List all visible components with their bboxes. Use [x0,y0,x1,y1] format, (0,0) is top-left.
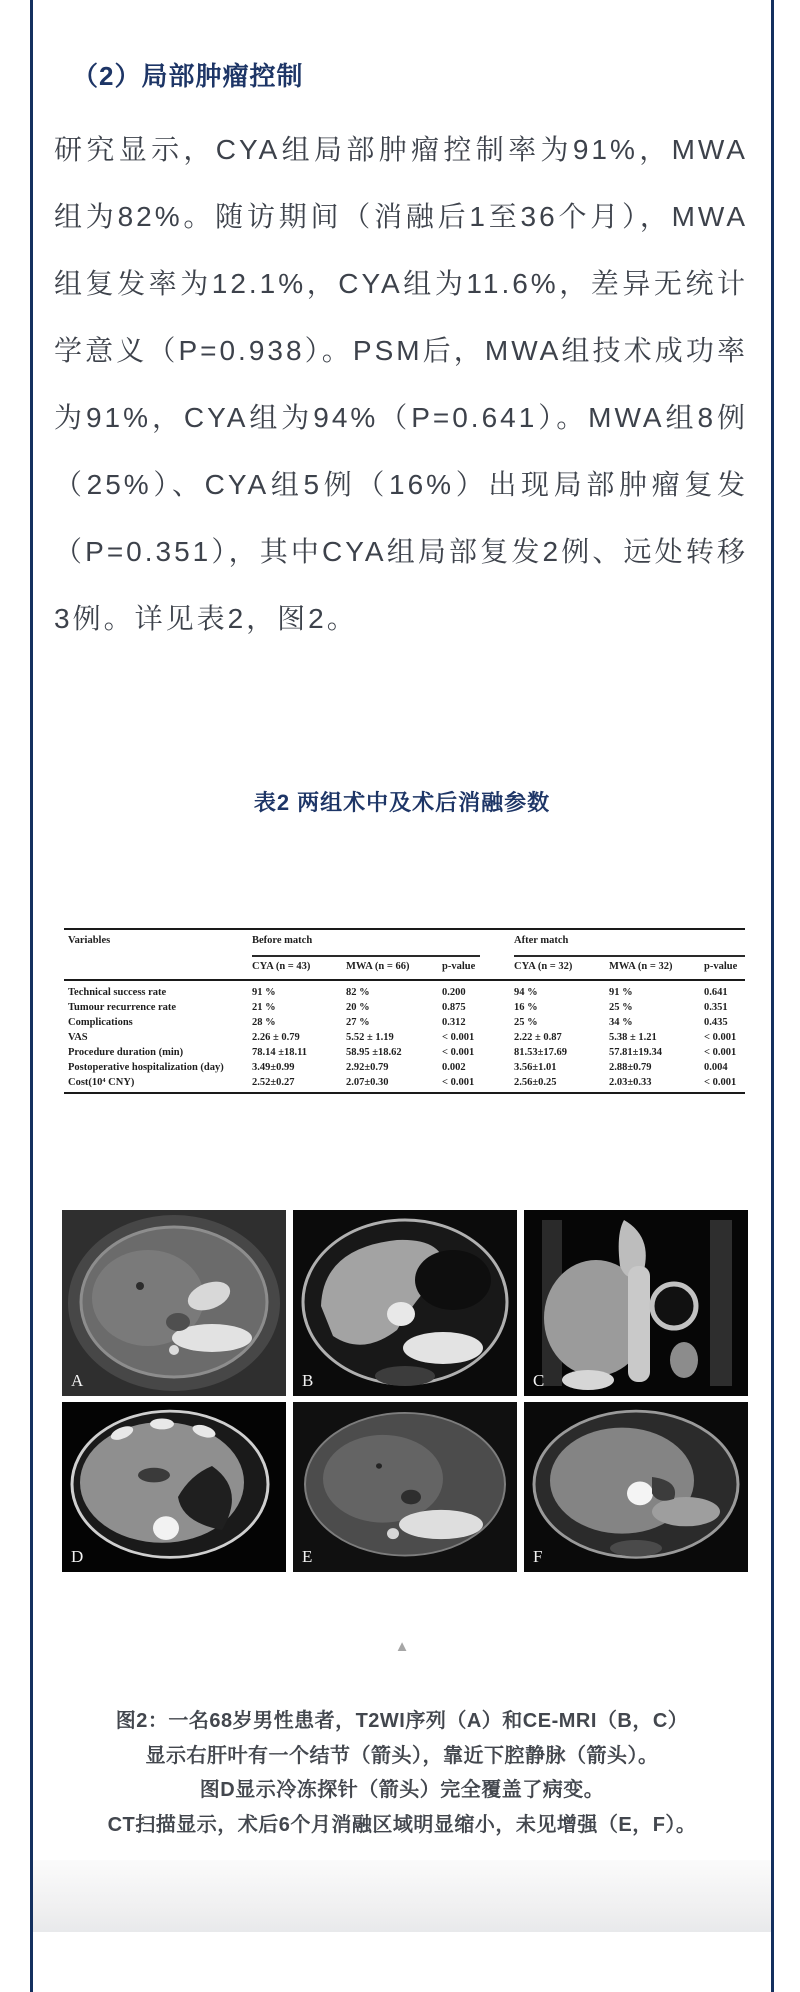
cell: 0.641 [704,987,728,998]
table-title: 表2 两组术中及术后消融参数 [253,790,551,815]
mri-coronal-image [524,1210,748,1396]
row-label: Technical success rate [68,987,167,998]
mri-contrast-image [293,1210,517,1396]
table-mid-rule [64,979,745,981]
cell: 5.38 ± 1.21 [609,1032,657,1043]
cell: 2.92±0.79 [346,1062,389,1073]
collapse-triangle-icon[interactable]: ▲ [394,1638,410,1655]
cell: 2.88±0.79 [609,1062,652,1073]
table-group-header-before-match: Before match [252,935,313,946]
panel-letter: E [302,1547,313,1566]
table-row [64,1015,745,1030]
cell: 21 % [252,1002,276,1013]
table-subheader: MWA (n = 32) [609,961,673,972]
cell: 28 % [252,1017,276,1028]
after-match-span-rule [514,955,745,957]
section-heading: （2）局部肿瘤控制 [72,61,304,91]
cell: < 0.001 [442,1047,475,1058]
cell: 20 % [346,1002,370,1013]
cell: 25 % [609,1002,633,1013]
cell: 81.53±17.69 [514,1047,568,1058]
row-label: Tumour recurrence rate [68,1002,177,1013]
table-header-variables: Variables [68,935,111,946]
cell: 91 % [609,987,633,998]
cell: 5.52 ± 1.19 [346,1032,394,1043]
figure-2-image-grid [62,1210,748,1572]
panel-letter: F [533,1547,543,1566]
table-row [64,1030,745,1045]
figure-panel-a [62,1210,286,1396]
table-subheader: p-value [704,961,738,972]
cell: < 0.001 [442,1032,475,1043]
cell: 0.351 [704,1002,728,1013]
cell: 27 % [346,1017,370,1028]
cell: 0.004 [704,1062,728,1073]
cell: 2.07±0.30 [346,1077,389,1088]
table-subheader: CYA (n = 32) [514,961,573,972]
panel-letter: C [533,1371,545,1390]
cell: 0.875 [442,1002,466,1013]
cell: 2.03±0.33 [609,1077,652,1088]
cell: < 0.001 [704,1077,737,1088]
cell: 0.002 [442,1062,466,1073]
cell: 78.14 ±18.11 [252,1047,308,1058]
figure-panel-c [524,1210,748,1396]
panel-letter: D [71,1547,84,1566]
panel-letter: A [71,1371,84,1390]
table-row [64,985,745,1000]
cell: 2.26 ± 0.79 [252,1032,300,1043]
caption-line: 显示右肝叶有一个结节（箭头），靠近下腔静脉（箭头）。 [145,1744,659,1767]
cell: < 0.001 [704,1047,737,1058]
cell: 2.56±0.25 [514,1077,557,1088]
table-group-header-after-match: After match [514,935,569,946]
table-subheader: p-value [442,961,476,972]
table-row [64,1075,745,1090]
caption-line: CT扫描显示，术后6个月消融区域明显缩小，未见增强（E，F）。 [107,1813,697,1836]
cell: 0.200 [442,987,466,998]
figure-panel-b [293,1210,517,1396]
caption-line: 图D显示冷冻探针（箭头）完全覆盖了病变。 [199,1779,605,1801]
cell: < 0.001 [442,1077,475,1088]
cell: 2.22 ± 0.87 [514,1032,562,1043]
table-bottom-rule [64,1092,745,1094]
figure-panel-d [62,1402,286,1572]
body-paragraph: 研究显示，CYA组局部肿瘤控制率为91%，MWA组为82%。随访期间（消融后1至36个月），MWA组复发率为12.1%，CYA组为11.6%，差异无统计学意义（P=0.938）。PSM后，MWA组技术成功率为91%，CYA组为94%（P=0.641）。MWA组8例（25%）、CYA组5例（16%）出现局部肿瘤复发（P=0.351），其中CYA组局部复发2例、远处转移3例。详见表2，图2。 [54,134,748,634]
before-match-span-rule [252,955,480,957]
row-label: Complications [68,1017,133,1028]
panel-letter: B [302,1371,314,1390]
left-border-line [30,0,33,1992]
figure-panel-e [293,1402,517,1572]
footer-gradient-band [33,1860,771,1932]
ct-axial-image [62,1402,286,1572]
cell: 94 % [514,987,538,998]
figure-caption [32,1704,772,1842]
table-top-rule [64,928,745,930]
cell: 25 % [514,1017,538,1028]
table-subheader: MWA (n = 66) [346,961,410,972]
caption-line: 图2：一名68岁男性患者，T2WI序列（A）和CE-MRI（B，C） [115,1710,689,1732]
cell: 3.56±1.01 [514,1062,557,1073]
right-border-line [771,0,774,1992]
cell: 0.435 [704,1017,728,1028]
row-label: VAS [68,1032,88,1043]
row-label: Cost(10⁴ CNY) [68,1077,135,1088]
cell: 82 % [346,987,370,998]
table-row [64,1060,745,1075]
cell: 3.49±0.99 [252,1062,295,1073]
cell: 34 % [609,1017,633,1028]
ablation-parameters-table [64,928,745,1098]
table-row [64,1045,745,1060]
cell: < 0.001 [704,1032,737,1043]
mri-axial-t2-image [62,1210,286,1396]
cell: 58.95 ±18.62 [346,1047,402,1058]
table-row [64,1000,745,1015]
figure-panel-f [524,1402,748,1572]
row-label: Procedure duration (min) [68,1047,184,1058]
mri-enhanced-image [524,1402,748,1572]
row-label: Postoperative hospitalization (day) [68,1062,224,1073]
mri-followup-image [293,1402,517,1572]
cell: 57.81±19.34 [609,1047,663,1058]
table-subheader: CYA (n = 43) [252,961,311,972]
cell: 16 % [514,1002,538,1013]
cell: 2.52±0.27 [252,1077,295,1088]
cell: 91 % [252,987,276,998]
cell: 0.312 [442,1017,466,1028]
